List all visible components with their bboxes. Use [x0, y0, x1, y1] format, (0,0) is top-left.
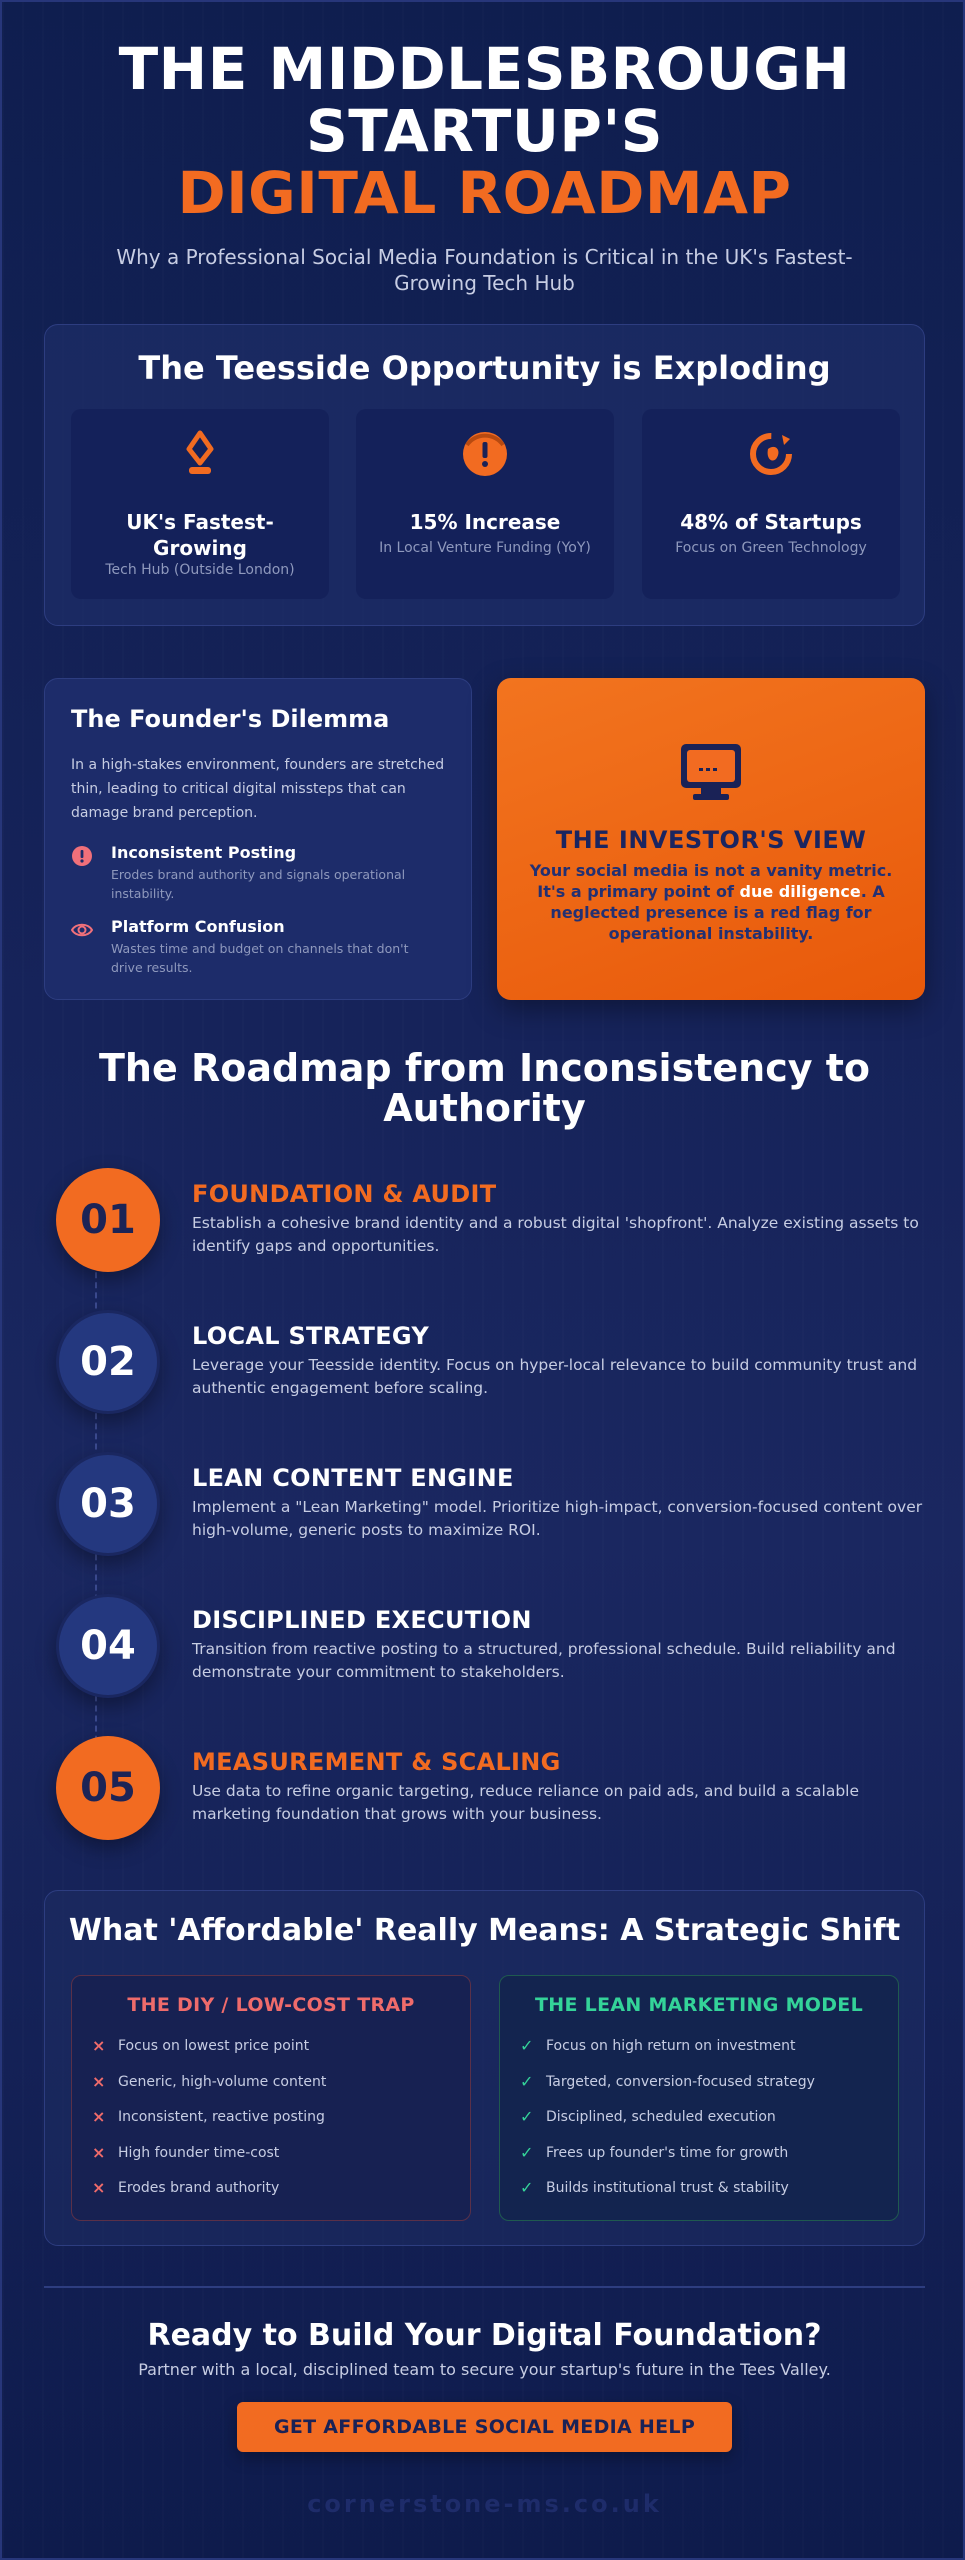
list-item: ✓ Frees up founder's time for growth [520, 2142, 789, 2162]
opportunity-title: The Teesside Opportunity is Exploding [138, 349, 831, 387]
investor-title: THE INVESTOR'S VIEW [555, 826, 867, 854]
green-tech-gear-icon [746, 429, 796, 479]
check-icon: ✓ [520, 2036, 534, 2055]
stat-detail: In Local Venture Funding (YoY) [379, 540, 591, 556]
hero-header [2, 35, 965, 296]
lean-title: THE LEAN MARKETING MODEL [535, 1994, 863, 2016]
cross-icon: × [92, 2178, 106, 2197]
dilemma-intro: In a high-stakes environment, founders are stretched thin, leading to critical digital missteps that can damage brand perception. [71, 757, 445, 821]
hero-subtitle: Why a Professional Social Media Foundation is Critical in the UK's Fastest-Growing Tech Hub [116, 245, 853, 295]
step-number-badge: 03 [56, 1452, 160, 1556]
list-item: ✓ Focus on high return on investment [520, 2036, 796, 2055]
section-divider [44, 2286, 925, 2288]
list-item: × Focus on lowest price point [92, 2036, 310, 2055]
issue-title: Platform Confusion [111, 917, 285, 936]
step-desc: Transition from reactive posting to a structured, professional schedule. Build reliability and demonstrate your commitment to stakeholders. [192, 1640, 896, 1681]
step-number-badge: 05 [56, 1736, 160, 1840]
exclamation-icon [71, 845, 93, 867]
issue-desc: Erodes brand authority and signals operational instability. [111, 867, 406, 901]
diy-title: THE DIY / LOW-COST TRAP [127, 1994, 415, 2016]
hero-title-accent: DIGITAL ROADMAP [177, 159, 792, 227]
lean-list [520, 2036, 890, 2214]
list-item: ✓ Targeted, conversion-focused strategy [520, 2071, 815, 2091]
step-title: LOCAL STRATEGY [192, 1322, 430, 1350]
stat-card-green-tech [642, 409, 900, 599]
shift-title: What 'Affordable' Really Means: A Strategic Shift [68, 1913, 901, 1948]
get-help-button[interactable]: GET AFFORDABLE SOCIAL MEDIA HELP [237, 2402, 732, 2452]
list-item: ✓ Disciplined, scheduled execution [520, 2107, 776, 2126]
dilemma-title: The Founder's Dilemma [71, 705, 390, 733]
roadmap-title: The Roadmap from Inconsistency to Authority [99, 1046, 870, 1130]
lean-model-column [499, 1975, 899, 2221]
list-item: × High founder time-cost [92, 2142, 280, 2162]
step-title: FOUNDATION & AUDIT [192, 1180, 497, 1208]
cross-icon: × [92, 2036, 106, 2055]
stat-card-fastest-growing [71, 409, 329, 599]
step-number-badge: 01 [56, 1168, 160, 1272]
step-title: MEASUREMENT & SCALING [192, 1748, 561, 1776]
stat-card-funding [356, 409, 614, 599]
alert-circle-icon [460, 429, 510, 479]
list-item: × Generic, high-volume content [92, 2071, 327, 2091]
check-icon: ✓ [520, 2071, 534, 2091]
cta-subtitle: Partner with a local, disciplined team to secure your startup's future in the Tees Valley. [138, 2360, 831, 2379]
step-desc: Implement a "Lean Marketing" model. Prioritize high-impact, conversion-focused content over high-volume, generic posts to maximize ROI. [192, 1498, 923, 1539]
eye-icon [71, 919, 93, 941]
strategic-shift-section [44, 1890, 925, 2246]
opportunity-section [44, 324, 925, 626]
check-icon: ✓ [520, 2107, 534, 2126]
step-desc: Establish a cohesive brand identity and a robust digital 'shopfront'. Analyze existing assets to identify gaps and opportunities. [192, 1214, 919, 1255]
stat-detail: Tech Hub (Outside London) [105, 562, 295, 578]
list-item: × Inconsistent, reactive posting [92, 2107, 325, 2126]
diy-list [92, 2036, 462, 2214]
check-icon: ✓ [520, 2178, 534, 2197]
footer-domain: cornerstone-ms.co.uk [307, 2490, 662, 2518]
step-desc: Use data to refine organic targeting, reduce reliance on paid ads, and build a scalable marketing foundation that grows with your business. [192, 1782, 860, 1823]
monitor-icon [679, 742, 743, 802]
cross-icon: × [92, 2071, 106, 2091]
diy-trap-column [71, 1975, 471, 2221]
cta-title: Ready to Build Your Digital Foundation? [147, 2318, 822, 2353]
cross-icon: × [92, 2107, 106, 2126]
hero-title-line1: THE MIDDLESBROUGH [118, 35, 851, 103]
investor-text: Your social media is not a vanity metric. It's a primary point of due diligence. A neglected presence is a red flag for operational instability. [529, 861, 893, 943]
step-title: LEAN CONTENT ENGINE [192, 1464, 514, 1492]
list-item: ✓ Builds institutional trust & stability [520, 2178, 789, 2197]
step-title: DISCIPLINED EXECUTION [192, 1606, 532, 1634]
stat-heading: 15% Increase [409, 510, 561, 534]
due-diligence-highlight: due diligence [739, 882, 861, 901]
issue-title: Inconsistent Posting [111, 843, 297, 862]
stat-heading: 48% of Startups [680, 510, 862, 534]
stat-detail: Focus on Green Technology [675, 540, 867, 556]
founders-dilemma-card [44, 678, 472, 1000]
hero-title-line2: STARTUP'S [306, 97, 663, 165]
list-item: × Erodes brand authority [92, 2178, 280, 2197]
diamond-trophy-icon [175, 429, 225, 479]
cross-icon: × [92, 2142, 106, 2162]
investor-view-card [497, 678, 925, 1000]
issue-desc: Wastes time and budget on channels that don't drive results. [111, 941, 409, 975]
check-icon: ✓ [520, 2142, 534, 2162]
step-number-badge: 02 [56, 1310, 160, 1414]
stat-heading: UK's Fastest-Growing [126, 510, 274, 560]
step-number-badge: 04 [56, 1594, 160, 1698]
step-desc: Leverage your Teesside identity. Focus on hyper-local relevance to build community trust and authentic engagement before scaling. [192, 1356, 918, 1397]
